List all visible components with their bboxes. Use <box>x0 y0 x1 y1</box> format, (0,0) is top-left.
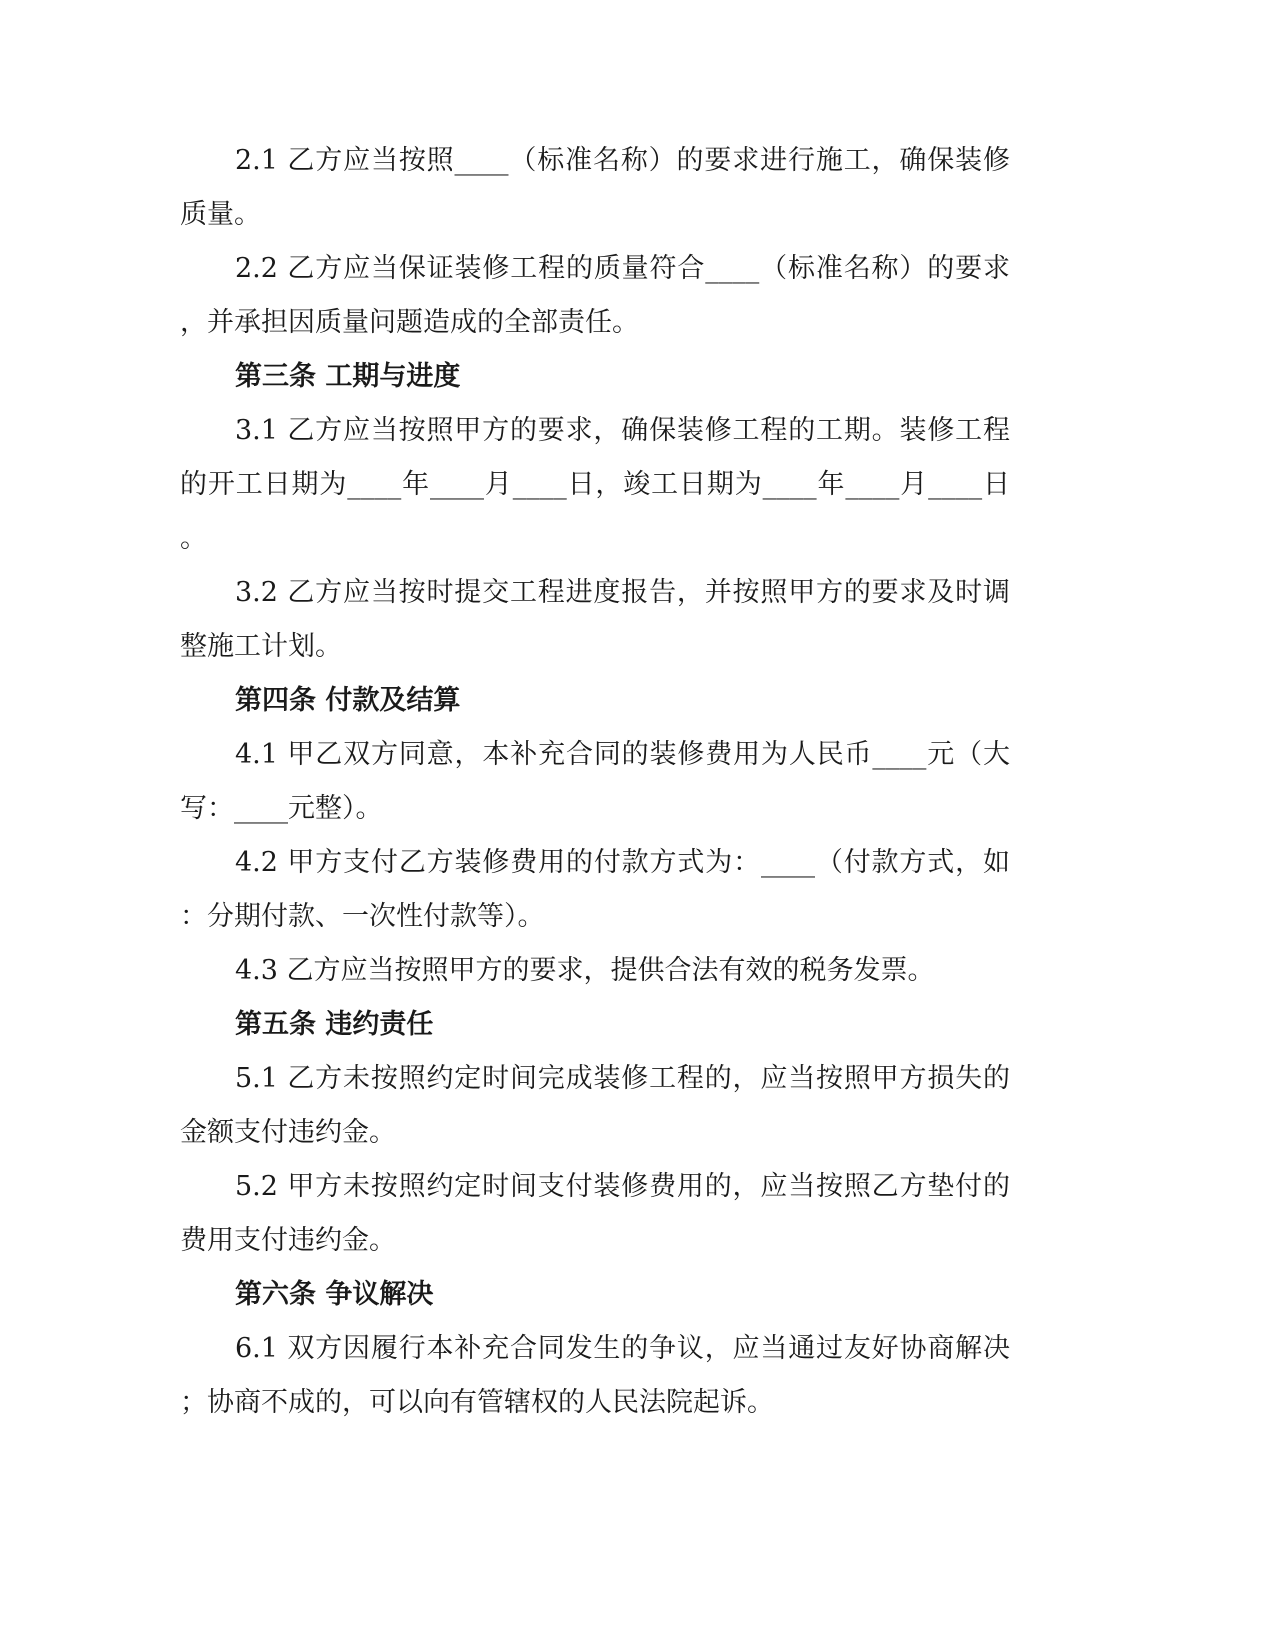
clause-4-2-line-1-text: 4.2 甲方支付乙方装修费用的付款方式为：____（付款方式，如 <box>235 847 1010 878</box>
clause-4-2-line-2-text: ：分期付款、一次性付款等）。 <box>180 901 545 932</box>
section-3-heading-text: 第三条 工期与进度 <box>235 361 461 392</box>
clause-4-3-line-1 <box>0 951 1275 991</box>
clause-2-1-line-2 <box>0 195 1275 235</box>
clause-2-2-line-2 <box>0 303 1275 343</box>
clause-3-2-line-1-text: 3.2 乙方应当按时提交工程进度报告，并按照甲方的要求及时调 <box>235 577 1010 608</box>
clause-5-1-line-2 <box>0 1113 1275 1153</box>
clause-5-2-line-1 <box>0 1167 1275 1207</box>
clause-3-2-line-2-text: 整施工计划。 <box>180 631 342 662</box>
clause-3-1-line-3 <box>0 519 1275 559</box>
clause-3-1-line-3-text: 。 <box>180 523 207 554</box>
clause-5-1-line-1-text: 5.1 乙方未按照约定时间完成装修工程的，应当按照甲方损失的 <box>235 1063 1010 1094</box>
clause-3-2-line-2 <box>0 627 1275 667</box>
clause-2-1-line-1 <box>0 141 1275 181</box>
clause-4-2-line-2 <box>0 897 1275 937</box>
section-5-heading-text: 第五条 违约责任 <box>235 1009 434 1040</box>
clause-2-1-line-2-text: 质量。 <box>180 199 261 230</box>
clause-6-1-line-1-text: 6.1 双方因履行本补充合同发生的争议，应当通过友好协商解决 <box>235 1333 1010 1364</box>
section-4-heading-text: 第四条 付款及结算 <box>235 685 461 716</box>
clause-4-2-line-1 <box>0 843 1275 883</box>
clause-5-1-line-1 <box>0 1059 1275 1099</box>
clause-6-1-line-2 <box>0 1383 1275 1423</box>
section-6-heading-text: 第六条 争议解决 <box>235 1279 434 1310</box>
clause-5-2-line-2-text: 费用支付违约金。 <box>180 1225 396 1256</box>
clause-3-1-line-2 <box>0 465 1275 505</box>
section-5-heading <box>0 1005 1275 1045</box>
clause-5-2-line-2 <box>0 1221 1275 1261</box>
clause-2-2-line-1-text: 2.2 乙方应当保证装修工程的质量符合____（标准名称）的要求 <box>235 253 1010 284</box>
clause-2-2-line-2-text: ，并承担因质量问题造成的全部责任。 <box>180 307 639 338</box>
clause-6-1-line-2-text: ；协商不成的，可以向有管辖权的人民法院起诉。 <box>180 1387 774 1418</box>
clause-2-1-line-1-text: 2.1 乙方应当按照____（标准名称）的要求进行施工，确保装修 <box>235 145 1010 176</box>
clause-4-1-line-1-text: 4.1 甲乙双方同意，本补充合同的装修费用为人民币____元（大 <box>235 739 1010 770</box>
clause-4-1-line-1 <box>0 735 1275 775</box>
clause-3-2-line-1 <box>0 573 1275 613</box>
section-3-heading <box>0 357 1275 397</box>
section-4-heading <box>0 681 1275 721</box>
section-6-heading <box>0 1275 1275 1315</box>
clause-6-1-line-1 <box>0 1329 1275 1369</box>
clause-4-3-line-1-text: 4.3 乙方应当按照甲方的要求，提供合法有效的税务发票。 <box>235 955 935 986</box>
clause-2-2-line-1 <box>0 249 1275 289</box>
clause-3-1-line-1-text: 3.1 乙方应当按照甲方的要求，确保装修工程的工期。装修工程 <box>235 415 1010 446</box>
clause-4-1-line-2 <box>0 789 1275 829</box>
clause-3-1-line-1 <box>0 411 1275 451</box>
clause-5-2-line-1-text: 5.2 甲方未按照约定时间支付装修费用的，应当按照乙方垫付的 <box>235 1171 1010 1202</box>
clause-3-1-line-2-text: 的开工日期为____年____月____日，竣工日期为____年____月____日 <box>180 469 1010 500</box>
clause-4-1-line-2-text: 写：____元整）。 <box>180 793 383 824</box>
clause-5-1-line-2-text: 金额支付违约金。 <box>180 1117 396 1148</box>
